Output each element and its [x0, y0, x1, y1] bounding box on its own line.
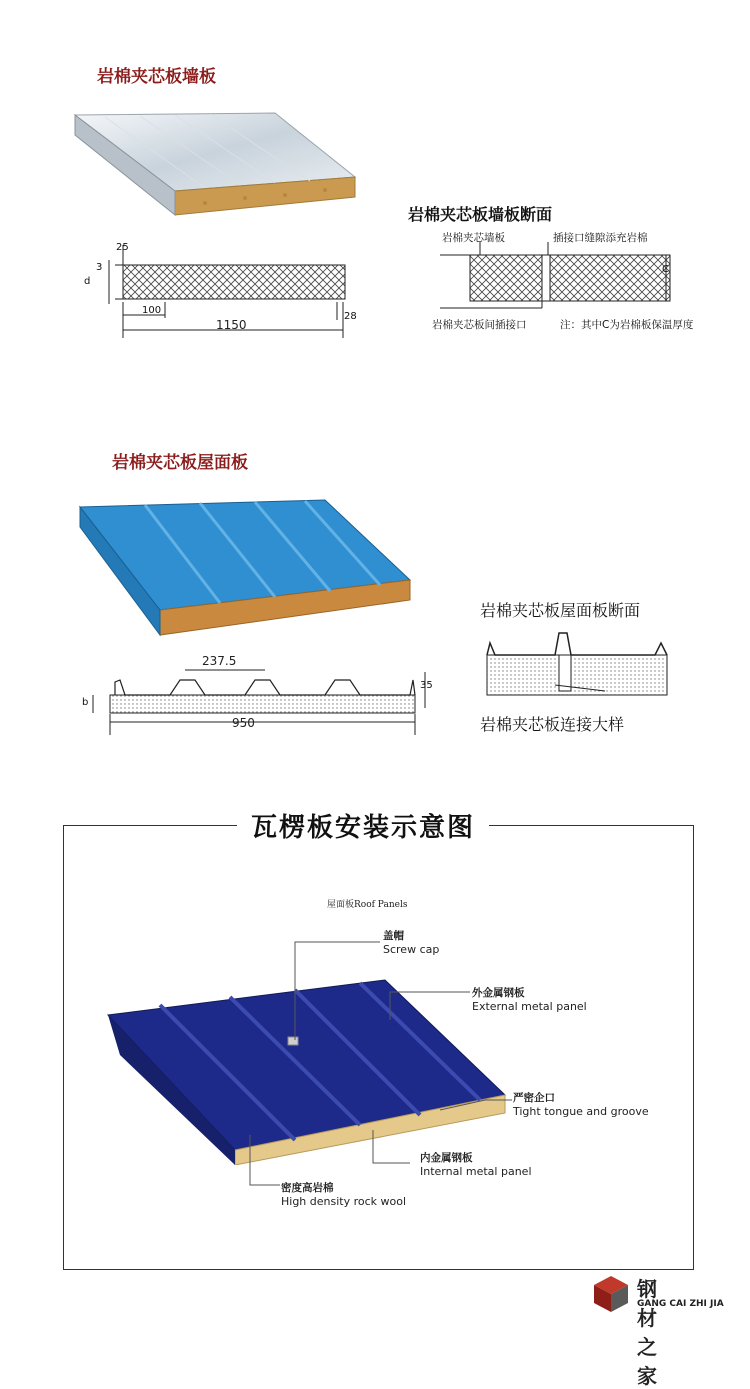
install-header: 屋面板Roof Panels [327, 900, 408, 910]
cube-logo-icon [590, 1273, 632, 1315]
roof-panel-cross-section [75, 650, 435, 740]
dim-25: 25 [116, 242, 129, 253]
dim-35: 35 [420, 680, 433, 691]
label-interface: 岩棉夹芯板间插接口 [432, 319, 527, 331]
callout-tongue-groove: 严密企口 Tight tongue and groove [513, 1092, 649, 1118]
brand-logo[interactable] [590, 1273, 724, 1388]
label-core-panel: 岩棉夹芯墙板 [442, 232, 505, 244]
logo-en: GANG CAI ZHI JIA [637, 1299, 724, 1309]
roof-section-title: 岩棉夹芯板屋面板断面 [480, 601, 641, 620]
label-gap-fill: 插接口缝隙添充岩棉 [553, 232, 648, 244]
dim-d: d [84, 276, 91, 287]
logo-cn: 钢材之家 [637, 1277, 658, 1388]
callout-screw-cap: 盖帽 Screw cap [383, 930, 440, 956]
label-note: 注：其中C为岩棉板保温厚度 [560, 319, 694, 331]
callout-internal-metal-panel: 内金属钢板 Internal metal panel [420, 1152, 532, 1178]
callout-external-metal-panel: 外金属钢板 External metal panel [472, 987, 587, 1013]
dim-950: 950 [232, 716, 255, 730]
dim-1150: 1150 [216, 318, 247, 332]
wall-section-title: 岩棉夹芯板墙板断面 [408, 205, 553, 224]
wall-panel-title: 岩棉夹芯板墙板 [97, 67, 216, 87]
roof-connection-detail [485, 625, 670, 700]
roof-panel-illustration [70, 495, 415, 645]
dim-100: 100 [142, 305, 162, 316]
install-title: 瓦楞板安装示意图 [237, 807, 489, 844]
dim-237-5: 237.5 [202, 654, 237, 668]
dim-28: 28 [344, 311, 357, 322]
dim-b: b [82, 697, 89, 708]
callout-rock-wool: 密度高岩棉 High density rock wool [281, 1182, 407, 1208]
roof-connection-title: 岩棉夹芯板连接大样 [480, 715, 625, 734]
roof-panel-title: 岩棉夹芯板屋面板 [112, 453, 248, 473]
dim-3: 3 [96, 262, 103, 273]
dim-c: C [662, 264, 669, 275]
wall-section-detail [430, 240, 680, 320]
wall-panel-illustration [65, 105, 365, 235]
